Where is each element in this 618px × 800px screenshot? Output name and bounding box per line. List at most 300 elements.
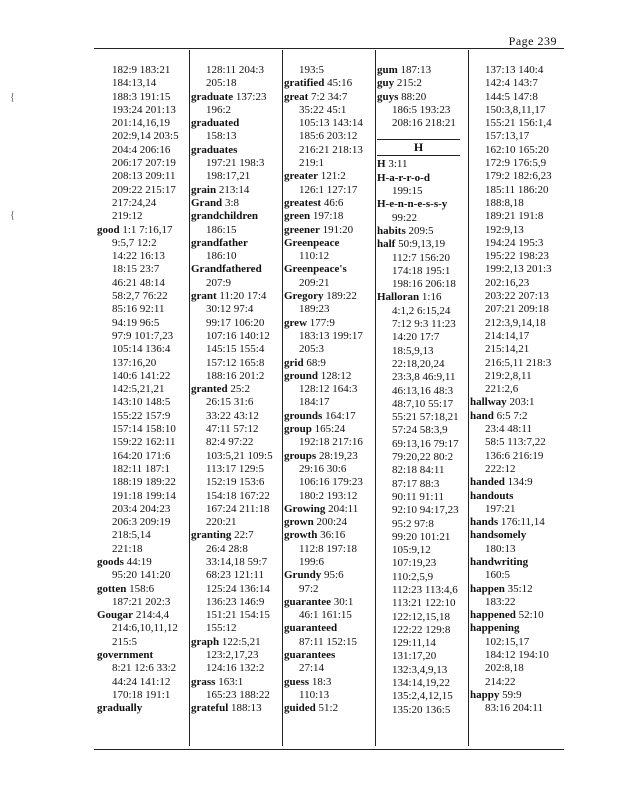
page-line-refs: 188:19 189:22 xyxy=(112,476,176,489)
page-line-refs: 1:16 xyxy=(419,291,442,304)
page-line-refs: 221:18 xyxy=(112,542,143,555)
page-line-refs: 11:20 17:4 xyxy=(216,290,267,303)
page-line-refs: 203:1 xyxy=(506,396,535,409)
page-line-refs: 3:8 xyxy=(222,196,239,209)
page-line-refs: 103:5,21 109:5 xyxy=(206,449,273,462)
index-term: happening xyxy=(470,622,520,635)
page-line-refs: 105:9,12 xyxy=(392,544,431,557)
index-term: ground xyxy=(284,369,319,382)
page-line-refs: 137:16,20 xyxy=(112,356,157,369)
page-line-refs: 184:17 xyxy=(299,396,330,409)
page-line-refs: 217:24,24 xyxy=(112,196,157,209)
page-line-refs: 186:15 xyxy=(206,223,237,236)
index-entry xyxy=(284,197,373,210)
index-entry xyxy=(97,224,187,237)
page-line-refs: 206:17 207:19 xyxy=(112,157,176,170)
page-line-refs: 90:11 91:11 xyxy=(392,490,445,503)
page-line-refs: 126:1 127:17 xyxy=(299,183,358,196)
page-line-refs: 68:9 xyxy=(303,356,326,369)
page-line-refs: 35:22 45:1 xyxy=(299,103,347,116)
page-line-refs: 198:16 206:18 xyxy=(392,278,456,291)
page-line-refs: 129:11,14 xyxy=(392,637,436,650)
page-line-refs: 113:21 122:10 xyxy=(392,597,456,610)
index-entry xyxy=(191,144,280,157)
page-line-refs: 1:1 7:16,17 xyxy=(119,223,173,236)
index-entry xyxy=(191,636,280,649)
page-line-refs: 151:21 154:15 xyxy=(206,609,270,622)
column-divider-1 xyxy=(189,50,190,746)
page-line-refs: 216:21 218:13 xyxy=(299,143,363,156)
page-line-refs: 128:12 xyxy=(318,369,352,382)
page-line-refs: 142:4 143:7 xyxy=(485,77,538,90)
index-term: hand xyxy=(470,409,494,422)
page-line-refs: 183:22 xyxy=(485,595,516,608)
page-line-refs: 174:18 195:1 xyxy=(392,264,451,277)
page-line-refs: 216:5,11 218:3 xyxy=(485,356,552,369)
page-line-refs: 192:9,13 xyxy=(485,223,524,236)
page-line-refs: 112:23 113:4,6 xyxy=(392,583,458,596)
index-term: grandfather xyxy=(191,236,248,249)
index-entry xyxy=(284,263,373,276)
index-entry xyxy=(284,317,373,330)
page-line-refs: 92:10 94:17,23 xyxy=(392,504,459,517)
page-line-refs: 157:13,17 xyxy=(485,130,530,143)
index-term: growth xyxy=(284,529,318,542)
index-term: grid xyxy=(284,356,304,369)
index-column-1 xyxy=(97,64,187,746)
letter-section-header: H xyxy=(377,139,460,156)
page-line-refs: 18:5,9,13 xyxy=(392,344,434,357)
index-term: H-e-n-n-e-s-s-y xyxy=(377,198,448,211)
page-line-refs: 199:15 xyxy=(392,185,423,198)
page-line-refs: 184:12 194:10 xyxy=(485,649,549,662)
index-entry xyxy=(377,291,466,304)
index-entry xyxy=(284,370,373,383)
index-term: grass xyxy=(191,675,216,688)
page-line-refs: 14:20 17:7 xyxy=(392,331,440,344)
page-line-refs: 134:14,19,22 xyxy=(392,677,451,690)
page-line-refs: 144:5 147:8 xyxy=(485,90,538,103)
page-line-refs: 112:8 197:18 xyxy=(299,542,357,555)
page-line-refs: 121:2 xyxy=(318,170,346,183)
index-term: habits xyxy=(377,224,406,237)
page-line-refs: 7:12 9:3 11:23 xyxy=(392,318,456,331)
index-entry xyxy=(191,676,280,689)
page-line-refs: 209:22 215:17 xyxy=(112,183,176,196)
page-line-refs: 150:3,8,11,17 xyxy=(485,103,546,116)
page-line-refs: 215:14,21 xyxy=(485,343,530,356)
page-line-refs: 50:9,13,19 xyxy=(395,238,446,251)
page-line-refs: 83:16 204:11 xyxy=(485,702,543,715)
page-line-refs: 99:20 101:21 xyxy=(392,530,451,543)
index-entry xyxy=(470,689,562,702)
page-line-refs: 107:16 140:12 xyxy=(206,329,270,342)
page-line-refs: 187:13 xyxy=(397,64,432,76)
index-term: green xyxy=(284,210,311,223)
index-term: groups xyxy=(284,449,317,462)
page-line-refs: 191:20 xyxy=(319,223,354,236)
page-line-refs: 137:13 140:4 xyxy=(485,64,544,76)
index-entry xyxy=(191,702,280,715)
index-term: handwriting xyxy=(470,555,529,568)
page-line-refs: 124:16 132:2 xyxy=(206,662,265,675)
page-line-refs: 44:24 141:12 xyxy=(112,675,171,688)
page-line-refs: 88:20 xyxy=(398,90,427,103)
page-line-refs: 9:5,7 12:2 xyxy=(112,236,157,249)
page-line-refs: 207:9 xyxy=(206,276,232,289)
index-term: graduate xyxy=(191,90,234,103)
page-line-refs: 122:12,15,18 xyxy=(392,610,451,623)
page-line-refs: 102:15,17 xyxy=(485,635,530,648)
page-line-refs: 189:23 xyxy=(299,303,330,316)
index-term: goods xyxy=(97,555,124,568)
page-line-refs: 203:22 207:13 xyxy=(485,290,549,303)
index-entry xyxy=(470,476,562,489)
page-line-refs: 164:17 xyxy=(322,409,356,422)
index-entry xyxy=(97,609,187,622)
index-entry xyxy=(191,529,280,542)
page-line-refs: 58:2,7 76:22 xyxy=(112,290,168,303)
page-line-refs: 183:13 199:17 xyxy=(299,329,363,342)
page-line-refs: 202:16,23 xyxy=(485,276,530,289)
page-line-refs: 222:12 xyxy=(485,462,516,475)
page-line-refs: 106:16 179:23 xyxy=(299,476,363,489)
index-column-5 xyxy=(470,64,562,746)
page-line-refs: 215:5 xyxy=(112,635,138,648)
page-line-refs: 196:2 xyxy=(206,103,232,116)
page-line-refs: 167:24 211:18 xyxy=(206,502,270,515)
page-line-refs: 7:2 34:7 xyxy=(308,90,348,103)
page-line-refs: 136:6 216:19 xyxy=(485,449,544,462)
page-line-refs: 110:13 xyxy=(299,688,330,701)
page-line-refs: 214:14,17 xyxy=(485,329,530,342)
page-line-refs: 85:16 92:11 xyxy=(112,303,165,316)
page-line-refs: 122:22 129:8 xyxy=(392,623,451,636)
index-entry xyxy=(191,290,280,303)
page-line-refs: 137:23 xyxy=(233,90,267,103)
page-line-refs: 208:13 209:11 xyxy=(112,170,176,183)
page-line-refs: 188:3 191:15 xyxy=(112,90,171,103)
index-entry xyxy=(97,649,187,662)
page-line-refs: 125:24 136:14 xyxy=(206,582,270,595)
page-line-refs: 23:4 48:11 xyxy=(485,423,532,436)
page-line-refs: 197:18 xyxy=(310,210,344,223)
index-term: greater xyxy=(284,170,318,183)
index-term: great xyxy=(284,90,309,103)
index-term: guarantee xyxy=(284,595,332,608)
page-line-refs: 3:11 xyxy=(385,158,408,171)
page-line-refs: 57:24 58:3,9 xyxy=(392,424,448,437)
page-line-refs: 69:13,16 79:17 xyxy=(392,437,459,450)
index-term: gotten xyxy=(97,582,127,595)
page-line-refs: 113:17 129:5 xyxy=(206,462,264,475)
page-line-refs: 186:10 xyxy=(206,250,237,263)
index-entry xyxy=(191,197,280,210)
index-entry xyxy=(470,529,562,542)
page-line-refs: 123:2,17,23 xyxy=(206,649,259,662)
index-term: happy xyxy=(470,688,500,701)
index-term: grounds xyxy=(284,409,323,422)
page-line-refs: 4:1,2 6:15,24 xyxy=(392,304,451,317)
page-line-refs: 202:8,18 xyxy=(485,662,524,675)
index-term: greatest xyxy=(284,196,322,209)
index-entry xyxy=(377,77,466,90)
index-entry xyxy=(284,170,373,183)
index-term: group xyxy=(284,423,312,436)
page-line-refs: 110:12 xyxy=(299,250,330,263)
index-term: Halloran xyxy=(377,291,420,304)
index-entry xyxy=(284,91,373,104)
page-line-refs: 134:9 xyxy=(504,476,533,489)
page-line-refs: 26:15 31:6 xyxy=(206,396,254,409)
index-term: graduated xyxy=(191,117,240,130)
page-line-refs: 199:6 xyxy=(299,555,325,568)
index-entry xyxy=(284,450,373,463)
page-line-refs: 135:2,4,12,15 xyxy=(392,690,453,703)
page-line-refs: 180:2 193:12 xyxy=(299,489,358,502)
page-line-refs: 179:2 182:6,23 xyxy=(485,170,552,183)
page-line-refs: 58:5 113:7,22 xyxy=(485,436,546,449)
page-line-refs: 197:21 198:3 xyxy=(206,157,265,170)
index-entry xyxy=(470,516,562,529)
page-line-refs: 165:23 188:22 xyxy=(206,688,270,701)
column-divider-3 xyxy=(375,50,376,746)
index-entry xyxy=(284,423,373,436)
page-line-refs: 177:9 xyxy=(307,316,335,329)
page-line-refs: 180:13 xyxy=(485,542,516,555)
page-line-refs: 189:22 xyxy=(323,290,357,303)
page-line-refs: 52:10 xyxy=(515,609,544,622)
index-term: guarantees xyxy=(284,649,336,662)
index-term: Gregory xyxy=(284,290,324,303)
index-term: good xyxy=(97,223,120,236)
page-line-refs: 200:24 xyxy=(313,516,348,529)
index-term: Gougar xyxy=(97,609,134,622)
page-line-refs: 142:5,21,21 xyxy=(112,383,165,396)
page-line-refs: 189:21 191:8 xyxy=(485,210,544,223)
page-line-refs: 192:18 217:16 xyxy=(299,436,363,449)
page-line-refs: 105:13 143:14 xyxy=(299,117,363,130)
index-term: half xyxy=(377,238,396,251)
page-line-refs: 219:1 xyxy=(299,157,325,170)
page-line-refs: 30:12 97:4 xyxy=(206,303,254,316)
index-entry xyxy=(470,583,562,596)
page-line-refs: 209:21 xyxy=(299,276,330,289)
index-entry xyxy=(284,357,373,370)
page-line-refs: 219:2,8,11 xyxy=(485,369,532,382)
page-line-refs: 221:2,6 xyxy=(485,383,519,396)
page-line-refs: 8:21 12:6 33:2 xyxy=(112,662,177,675)
page-line-refs: 128:12 164:3 xyxy=(299,383,358,396)
index-term: graph xyxy=(191,635,220,648)
page-line-refs: 128:11 204:3 xyxy=(206,64,264,76)
page-line-refs: 46:21 48:14 xyxy=(112,276,165,289)
page-line-refs: 46:13,16 48:3 xyxy=(392,384,454,397)
index-entry xyxy=(377,238,466,251)
page-line-refs: 14:22 16:13 xyxy=(112,250,165,263)
page-line-refs: 140:6 141:22 xyxy=(112,369,171,382)
index-term: guaranteed xyxy=(284,622,338,635)
index-column-3 xyxy=(284,64,373,746)
index-term: Grand xyxy=(191,196,223,209)
page-line-refs: 205:18 xyxy=(206,77,237,90)
index-term: guided xyxy=(284,702,316,715)
index-entry xyxy=(377,158,466,171)
column-divider-4 xyxy=(468,50,469,746)
index-entry xyxy=(284,237,373,250)
page-line-refs: 18:15 23:7 xyxy=(112,263,160,276)
page-line-refs: 163:1 xyxy=(215,675,244,688)
page-line-refs: 187:21 202:3 xyxy=(112,595,171,608)
page-line-refs: 27:14 xyxy=(299,662,325,675)
index-entry xyxy=(377,225,466,238)
page-line-refs: 44:19 xyxy=(123,555,152,568)
index-entry xyxy=(470,609,562,622)
page-line-refs: 59:9 xyxy=(499,688,522,701)
index-term: Greenpeace xyxy=(284,236,340,249)
page-line-refs: 94:19 96:5 xyxy=(112,316,160,329)
index-entry xyxy=(191,117,280,130)
page-line-refs: 82:18 84:11 xyxy=(392,464,445,477)
index-entry xyxy=(284,503,373,516)
page-line-refs: 218:5,14 xyxy=(112,529,151,542)
index-entry xyxy=(284,622,373,635)
page-line-refs: 199:2,13 201:3 xyxy=(485,263,552,276)
page-line-refs: 208:16 218:21 xyxy=(392,117,456,130)
page-line-refs: 95:6 xyxy=(321,569,344,582)
page-line-refs: 29:16 30:6 xyxy=(299,462,347,475)
page-line-refs: 45:16 xyxy=(324,77,353,90)
page-line-refs: 193:24 201:13 xyxy=(112,103,176,116)
index-term: gradually xyxy=(97,702,143,715)
page-line-refs: 136:23 146:9 xyxy=(206,595,265,608)
page-line-refs: 170:18 191:1 xyxy=(112,688,171,701)
page-line-refs: 95:2 97:8 xyxy=(392,517,434,530)
index-entry xyxy=(284,649,373,662)
index-entry xyxy=(470,622,562,635)
index-column-4 xyxy=(377,64,466,746)
page-line-refs: 182:11 187:1 xyxy=(112,462,170,475)
index-term: gratified xyxy=(284,77,325,90)
page-line-refs: 25:2 xyxy=(227,383,250,396)
index-term: grain xyxy=(191,183,217,196)
page-line-refs: 35:12 xyxy=(504,582,533,595)
index-term: grant xyxy=(191,290,217,303)
left-margin-mark-1: { xyxy=(10,92,15,103)
page-line-refs: 105:14 136:4 xyxy=(112,343,171,356)
column-divider-2 xyxy=(282,50,283,746)
page-line-refs: 22:7 xyxy=(231,529,254,542)
index-entry xyxy=(377,91,466,104)
page-line-refs: 87:11 152:15 xyxy=(299,635,357,648)
page-line-refs: 205:3 xyxy=(299,343,325,356)
page-line-refs: 215:2 xyxy=(394,77,422,90)
page-line-refs: 22:18,20,24 xyxy=(392,357,445,370)
page-line-refs: 135:20 136:5 xyxy=(392,703,451,716)
page-line-refs: 188:13 xyxy=(228,702,262,715)
page-line-refs: 132:3,4,9,13 xyxy=(392,663,448,676)
index-term: grateful xyxy=(191,702,229,715)
index-term: gum xyxy=(377,64,398,76)
page-line-refs: 6:5 7:2 xyxy=(493,409,528,422)
index-term: graduates xyxy=(191,143,238,156)
page-line-refs: 193:5 xyxy=(299,64,325,76)
index-term: H xyxy=(377,158,386,171)
page-line-refs: 155:21 156:1,4 xyxy=(485,117,552,130)
left-margin-mark-2: { xyxy=(10,210,15,221)
section-gap xyxy=(377,130,466,138)
page-line-refs: 36:16 xyxy=(317,529,346,542)
page-line-refs: 184:13,14 xyxy=(112,77,157,90)
page-line-refs: 28:19,23 xyxy=(316,449,358,462)
page-line-refs: 47:11 57:12 xyxy=(206,423,259,436)
index-entry xyxy=(191,383,280,396)
page-line-refs: 182:9 183:21 xyxy=(112,64,171,76)
index-column-2 xyxy=(191,64,280,746)
page-line-refs: 46:1 161:15 xyxy=(299,609,352,622)
index-entry xyxy=(377,172,466,185)
index-entry xyxy=(284,676,373,689)
page-line-refs: 82:4 97:22 xyxy=(206,436,254,449)
page-line-refs: 68:23 121:11 xyxy=(206,569,264,582)
page-line-refs: 51:2 xyxy=(315,702,339,715)
index-entry xyxy=(284,529,373,542)
page-line-refs: 213:14 xyxy=(216,183,250,196)
page-line-refs: 152:19 153:6 xyxy=(206,476,265,489)
index-term: Grundy xyxy=(284,569,322,582)
page-line-refs: 33:22 43:12 xyxy=(206,409,259,422)
page-line-refs: 191:18 199:14 xyxy=(112,489,176,502)
index-entry xyxy=(470,556,562,569)
index-entry xyxy=(97,583,187,596)
page-line-refs: 212:3,9,14,18 xyxy=(485,316,546,329)
page-line-refs: 157:14 158:10 xyxy=(112,423,176,436)
index-term: guess xyxy=(284,675,310,688)
index-term: Grandfathered xyxy=(191,263,262,276)
index-term: happen xyxy=(470,582,505,595)
index-term: grown xyxy=(284,516,314,529)
page-line-refs: 203:4 204:23 xyxy=(112,502,171,515)
page-line-refs: 158:13 xyxy=(206,130,237,143)
index-entry xyxy=(97,702,187,715)
index-term: handed xyxy=(470,476,505,489)
page-line-refs: 159:22 162:11 xyxy=(112,436,176,449)
index-entry xyxy=(97,556,187,569)
page-line-refs: 157:12 165:8 xyxy=(206,356,265,369)
index-term: granted xyxy=(191,383,228,396)
page-line-refs: 214:4,4 xyxy=(133,609,170,622)
page-line-refs: 176:11,14 xyxy=(498,516,545,529)
page-line-refs: 209:5 xyxy=(405,224,434,237)
page-line-refs: 204:4 206:16 xyxy=(112,143,171,156)
page-line-refs: 198:17,21 xyxy=(206,170,251,183)
page-line-refs: 206:3 209:19 xyxy=(112,516,171,529)
index-entry xyxy=(191,263,280,276)
index-term: grandchildren xyxy=(191,210,259,223)
index-term: granting xyxy=(191,529,232,542)
page-line-refs: 18:3 xyxy=(309,675,332,688)
page-line-refs: 207:21 209:18 xyxy=(485,303,549,316)
page-number: Page 239 xyxy=(508,34,557,48)
page-line-refs: 186:5 193:23 xyxy=(392,103,451,116)
page-line-refs: 30:1 xyxy=(331,595,354,608)
index-term: guys xyxy=(377,90,399,103)
index-term: handsomely xyxy=(470,529,527,542)
index-term: happened xyxy=(470,609,516,622)
page-line-refs: 99:22 xyxy=(392,211,418,224)
index-entry xyxy=(377,198,466,211)
page-line-refs: 158:6 xyxy=(126,582,155,595)
